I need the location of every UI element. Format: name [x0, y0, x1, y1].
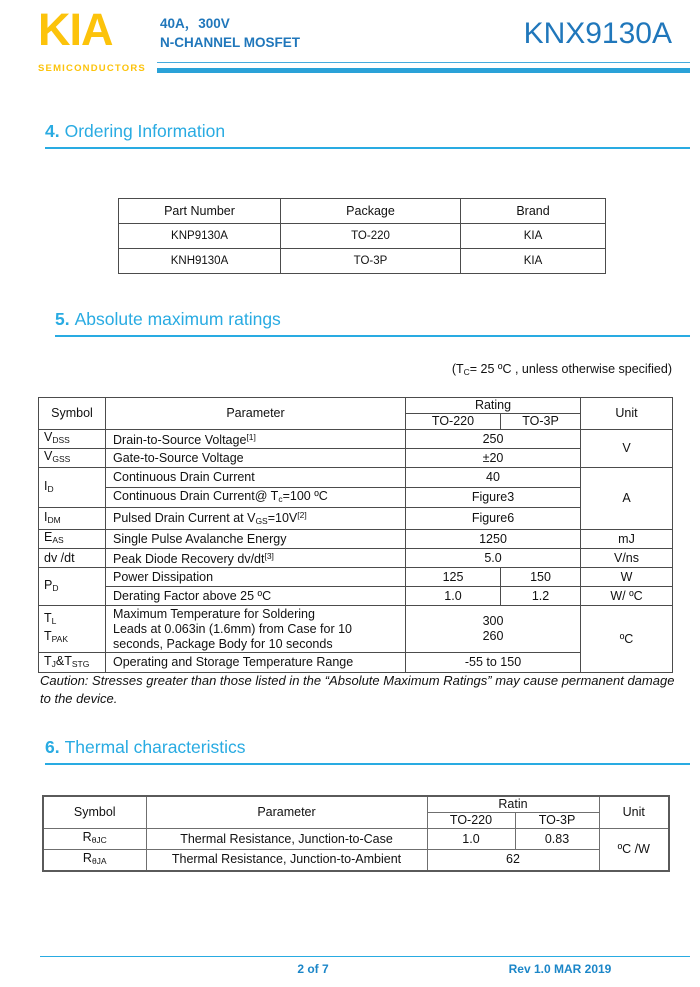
symbol-main: R [82, 830, 92, 844]
symbol-cell-dvdt: dv /dt [39, 549, 106, 568]
symbol-cell-vdss [39, 430, 106, 449]
abs-row-tstg [39, 653, 673, 673]
rating-cell-derating-to220: 1.0 [406, 587, 501, 606]
ordering-row-knh9130a [119, 249, 606, 274]
rating-cell-derating-to3p: 1.2 [501, 587, 581, 606]
logo-subtitle: SEMICONDUCTORS [38, 63, 146, 74]
thermal-header-row-1 [43, 796, 669, 813]
cell-brand: KIA [461, 224, 606, 249]
col-header-part-number: Part Number [119, 199, 281, 224]
rating-cell-rja: 62 [427, 850, 599, 871]
param-subscript: GS [255, 516, 268, 526]
caution-note: Caution: Stresses greater than those listed in the “Absolute Maximum Ratings” may cause permanent damage to the device. [40, 673, 675, 706]
revision-label: Rev 1.0 MAR 2019 [508, 962, 612, 976]
cell-package: TO-220 [281, 224, 461, 249]
param-cell-id-continuous: Continuous Drain Current [106, 468, 406, 488]
col-header-to3p: TO-3P [515, 813, 599, 829]
symbol-line-tpak [44, 629, 105, 647]
param-cell-eas: Single Pulse Avalanche Energy [106, 530, 406, 549]
col-header-to220: TO-220 [406, 414, 501, 430]
header-rule-thick [157, 68, 690, 73]
unit-cell-w-per-c: W/ ºC [581, 587, 673, 606]
unit-cell-c-per-w: ºC /W [599, 829, 669, 871]
rating-cell-vdss: 250 [406, 430, 581, 449]
unit-cell-mj: mJ [581, 530, 673, 549]
col-header-unit: Unit [599, 796, 669, 829]
symbol-main: I [44, 478, 48, 493]
note-text: = 25 ºC , unless otherwise specified) [469, 362, 672, 376]
section-number: 4. [45, 121, 60, 141]
symbol-subscript: θJA [91, 855, 107, 866]
symbol-line-tl [44, 611, 105, 629]
symbol-cell-idm [39, 508, 106, 530]
section-title: Ordering Information [64, 121, 226, 141]
param-subscript: c [278, 493, 283, 504]
symbol-subscript: STG [71, 658, 90, 669]
symbol-main: &T [55, 653, 72, 668]
param-cell-id-tc100 [106, 488, 406, 508]
abs-row-pd-1 [39, 568, 673, 587]
param-cell-derating: Derating Factor above 25 ºC [106, 587, 406, 606]
param-cell-rja: Thermal Resistance, Junction-to-Ambient [146, 850, 427, 871]
footnote-ref: [2] [297, 510, 307, 520]
header-rule-thin [157, 62, 690, 63]
note-subscript: C [463, 367, 470, 377]
col-header-parameter: Parameter [106, 398, 406, 430]
rating-cell-idm: Figure6 [406, 508, 581, 530]
unit-cell-c: ºC [581, 606, 673, 673]
param-text: =100 ºC [282, 488, 328, 503]
abs-row-tl-tpak [39, 606, 673, 653]
rating-cell-pd-to220: 125 [406, 568, 501, 587]
symbol-cell-rja [43, 850, 146, 871]
param-line: Leads at 0.063in (1.6mm) from Case for 10 [113, 621, 353, 636]
section-heading-ordering [45, 121, 690, 149]
abs-row-vdss [39, 430, 673, 449]
param-text: Peak Diode Recovery dv/dt [113, 552, 265, 566]
symbol-cell-vgss [39, 449, 106, 468]
param-cell-vdss [106, 430, 406, 449]
rating-line: 260 [482, 629, 504, 643]
rating-cell-vgss: ±20 [406, 449, 581, 468]
cell-part-number: KNP9130A [119, 224, 281, 249]
symbol-subscript: DSS [52, 435, 70, 445]
cell-brand: KIA [461, 249, 606, 274]
param-line: seconds, Package Body for 10 seconds [113, 636, 333, 651]
device-spec-line: 40A，300V [160, 16, 230, 31]
kia-logo: KIA [38, 4, 113, 55]
abs-header-row-1 [39, 398, 673, 414]
symbol-main: I [44, 509, 48, 524]
note-text: (T [451, 362, 464, 376]
symbol-main: T [44, 653, 52, 668]
section-heading-abs-max [55, 309, 690, 337]
param-text: Continuous Drain Current@ T [113, 488, 279, 503]
unit-cell-w: W [581, 568, 673, 587]
ordering-header-row [119, 199, 606, 224]
section-title: Absolute maximum ratings [74, 309, 281, 329]
footnote-ref: [1] [246, 432, 256, 442]
abs-row-eas [39, 530, 673, 549]
param-line: Maximum Temperature for Soldering [113, 606, 315, 621]
ordering-row-knp9130a [119, 224, 606, 249]
param-text: Pulsed Drain Current at V [113, 511, 256, 525]
unit-cell-v: V [581, 430, 673, 468]
col-header-package: Package [281, 199, 461, 224]
part-number-title: KNX9130A [523, 17, 672, 50]
section-title: Thermal characteristics [64, 737, 246, 757]
symbol-subscript: J [51, 658, 56, 669]
symbol-subscript: L [51, 616, 57, 626]
symbol-main: V [44, 430, 53, 444]
device-summary [160, 14, 300, 52]
symbol-subscript: θJC [91, 835, 107, 845]
symbol-main: V [44, 449, 53, 463]
section-number: 6. [45, 737, 60, 757]
abs-row-id-1 [39, 468, 673, 488]
cell-package: TO-3P [281, 249, 461, 274]
symbol-main: P [44, 577, 53, 592]
footer-rule [40, 956, 690, 957]
col-header-brand: Brand [461, 199, 606, 224]
col-header-rating: Rating [406, 398, 581, 414]
symbol-cell-rjc [43, 829, 146, 850]
abs-max-table [38, 397, 673, 673]
device-type-line: N-CHANNEL MOSFET [160, 35, 300, 50]
thermal-row-rjc [43, 829, 669, 850]
symbol-subscript: D [47, 483, 54, 494]
abs-row-id-2 [39, 488, 673, 508]
col-header-parameter: Parameter [146, 796, 427, 829]
abs-row-dvdt [39, 549, 673, 568]
rating-cell-dvdt: 5.0 [406, 549, 581, 568]
col-header-rating: Ratin [427, 796, 599, 813]
col-header-to3p: TO-3P [501, 414, 581, 430]
rating-cell-rjc-to3p: 0.83 [515, 829, 599, 850]
symbol-subscript: GSS [52, 454, 71, 464]
symbol-main: R [82, 850, 92, 865]
symbol-subscript: PAK [51, 634, 69, 644]
param-text: Drain-to-Source Voltage [113, 433, 247, 447]
param-cell-dvdt [106, 549, 406, 568]
symbol-main: T [44, 629, 52, 643]
symbol-cell-id [39, 468, 106, 508]
param-cell-pd: Power Dissipation [106, 568, 406, 587]
thermal-row-rja [43, 850, 669, 871]
col-header-symbol: Symbol [39, 398, 106, 430]
section-heading-thermal [45, 737, 690, 765]
abs-row-idm [39, 508, 673, 530]
symbol-cell-tstg [39, 653, 106, 673]
rating-cell-tstg: -55 to 150 [406, 653, 581, 673]
col-header-unit: Unit [581, 398, 673, 430]
symbol-subscript: D [52, 582, 59, 593]
param-cell-vgss: Gate-to-Source Voltage [106, 449, 406, 468]
rating-line: 300 [482, 614, 504, 628]
param-text: =10V [267, 511, 298, 525]
rating-cell-eas: 1250 [406, 530, 581, 549]
page-number: 2 of 7 [297, 962, 329, 976]
cell-part-number: KNH9130A [119, 249, 281, 274]
param-cell-rjc: Thermal Resistance, Junction-to-Case [146, 829, 427, 850]
symbol-cell-pd [39, 568, 106, 606]
col-header-symbol: Symbol [43, 796, 146, 829]
condition-note [452, 362, 672, 377]
symbol-subscript: AS [52, 535, 64, 545]
rating-cell-rjc-to220: 1.0 [427, 829, 515, 850]
abs-row-pd-2 [39, 587, 673, 606]
param-cell-tstg: Operating and Storage Temperature Range [106, 653, 406, 673]
unit-cell-vns: V/ns [581, 549, 673, 568]
section-number: 5. [55, 309, 70, 329]
param-cell-idm [106, 508, 406, 530]
symbol-cell-tl-tpak [39, 606, 106, 653]
unit-cell-a: A [581, 468, 673, 530]
symbol-cell-eas [39, 530, 106, 549]
symbol-subscript: DM [47, 514, 61, 525]
thermal-table [42, 795, 670, 872]
ordering-table [118, 198, 606, 274]
rating-cell-soldering [406, 606, 581, 653]
param-cell-soldering [106, 606, 406, 653]
rating-cell-id-figure3: Figure3 [406, 488, 581, 508]
abs-row-vgss [39, 449, 673, 468]
col-header-to220: TO-220 [427, 813, 515, 829]
footnote-ref: [3] [264, 551, 274, 561]
symbol-main: E [44, 530, 53, 544]
rating-cell-pd-to3p: 150 [501, 568, 581, 587]
symbol-main: T [44, 611, 52, 625]
rating-cell-id: 40 [406, 468, 581, 488]
